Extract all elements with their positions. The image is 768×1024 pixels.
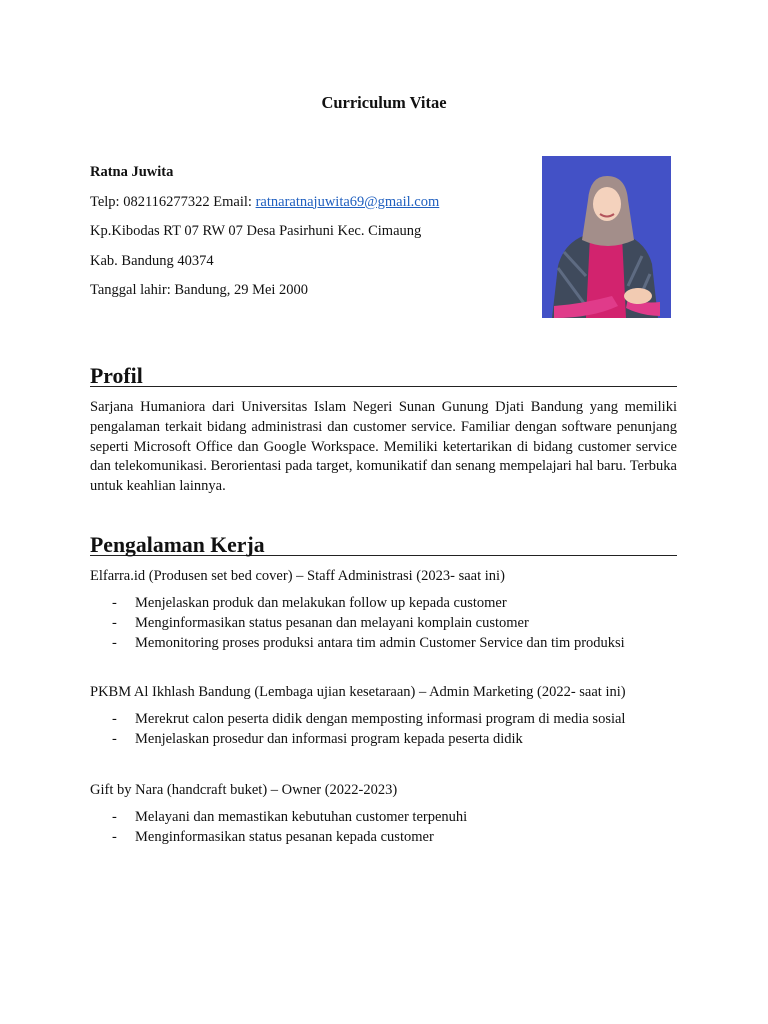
birth-info: Tanggal lahir: Bandung, 29 Mei 2000 xyxy=(90,282,309,298)
person-name: Ratna Juwita xyxy=(90,164,174,180)
duty-item xyxy=(90,828,690,848)
bullet-dash: - xyxy=(112,595,117,611)
duty-text: Menjelaskan produk dan melakukan follow up kepada customer xyxy=(135,595,507,611)
bullet-dash: - xyxy=(112,711,117,727)
bullet-dash: - xyxy=(112,634,117,651)
address-line-2: Kab. Bandung 40374 xyxy=(90,252,214,269)
email-link[interactable]: ratnaratnajuwita69@gmail.com xyxy=(255,193,440,210)
duty-text: Menjelaskan prosedur dan informasi program kepada peserta didik xyxy=(135,730,523,747)
duty-text: Menginformasikan status pesanan dan melayani komplain customer xyxy=(135,614,529,631)
phone-text: Telp: 082116277322 Email: xyxy=(90,193,256,210)
job-entry xyxy=(90,682,690,750)
profile-text: Sarjana Humaniora dari Universitas Islam Negeri Sunan Gunung Djati Bandung yang memiliki pengalaman terkait bidang administrasi dan customer service. Familiar dengan software penunjang seperti Microsoft Office dan Google Workspace. Memiliki ketertarikan di bidang customer service dan telekomunikasi. Berorientasi pada target, komunikatif dan senang mempelajari hal baru. Terbuka untuk keahlian lainnya. xyxy=(90,399,677,495)
duty-text: Memonitoring proses produksi antara tim admin Customer Service dan tim produksi xyxy=(135,634,625,651)
profile-photo xyxy=(542,156,671,318)
bullet-dash: - xyxy=(112,828,117,845)
address-line-1: Kp.Kibodas RT 07 RW 07 Desa Pasirhuni Kec. Cimaung xyxy=(90,223,422,239)
profile-heading: Profil xyxy=(90,367,677,387)
job-title: Gift by Nara (handcraft buket) – Owner (2022-2023) xyxy=(90,782,398,798)
duty-item xyxy=(90,730,690,750)
experience-heading: Pengalaman Kerja xyxy=(90,536,677,556)
duty-text: Merekrut calon peserta didik dengan memposting informasi program di media sosial xyxy=(135,711,626,727)
duty-item xyxy=(90,634,690,654)
duty-item xyxy=(90,808,690,828)
job-duties xyxy=(90,594,690,653)
duty-text: Melayani dan memastikan kebutuhan customer terpenuhi xyxy=(135,809,468,825)
duty-item xyxy=(90,594,690,614)
document-title: Curriculum Vitae xyxy=(321,93,447,112)
duty-text: Menginformasikan status pesanan kepada customer xyxy=(135,828,434,845)
phone-email-line xyxy=(90,188,520,218)
bullet-dash: - xyxy=(112,614,117,631)
duty-item xyxy=(90,614,690,634)
job-entry xyxy=(90,780,690,848)
job-duties xyxy=(90,808,690,848)
job-entry xyxy=(90,566,690,653)
duty-item xyxy=(90,710,690,730)
bullet-dash: - xyxy=(112,730,117,747)
contact-block xyxy=(90,158,520,306)
job-duties xyxy=(90,710,690,750)
bullet-dash: - xyxy=(112,809,117,825)
job-title: Elfarra.id (Produsen set bed cover) – Staff Administrasi (2023- saat ini) xyxy=(90,568,505,584)
job-title: PKBM Al Ikhlash Bandung (Lembaga ujian kesetaraan) – Admin Marketing (2022- saat ini) xyxy=(90,684,626,700)
